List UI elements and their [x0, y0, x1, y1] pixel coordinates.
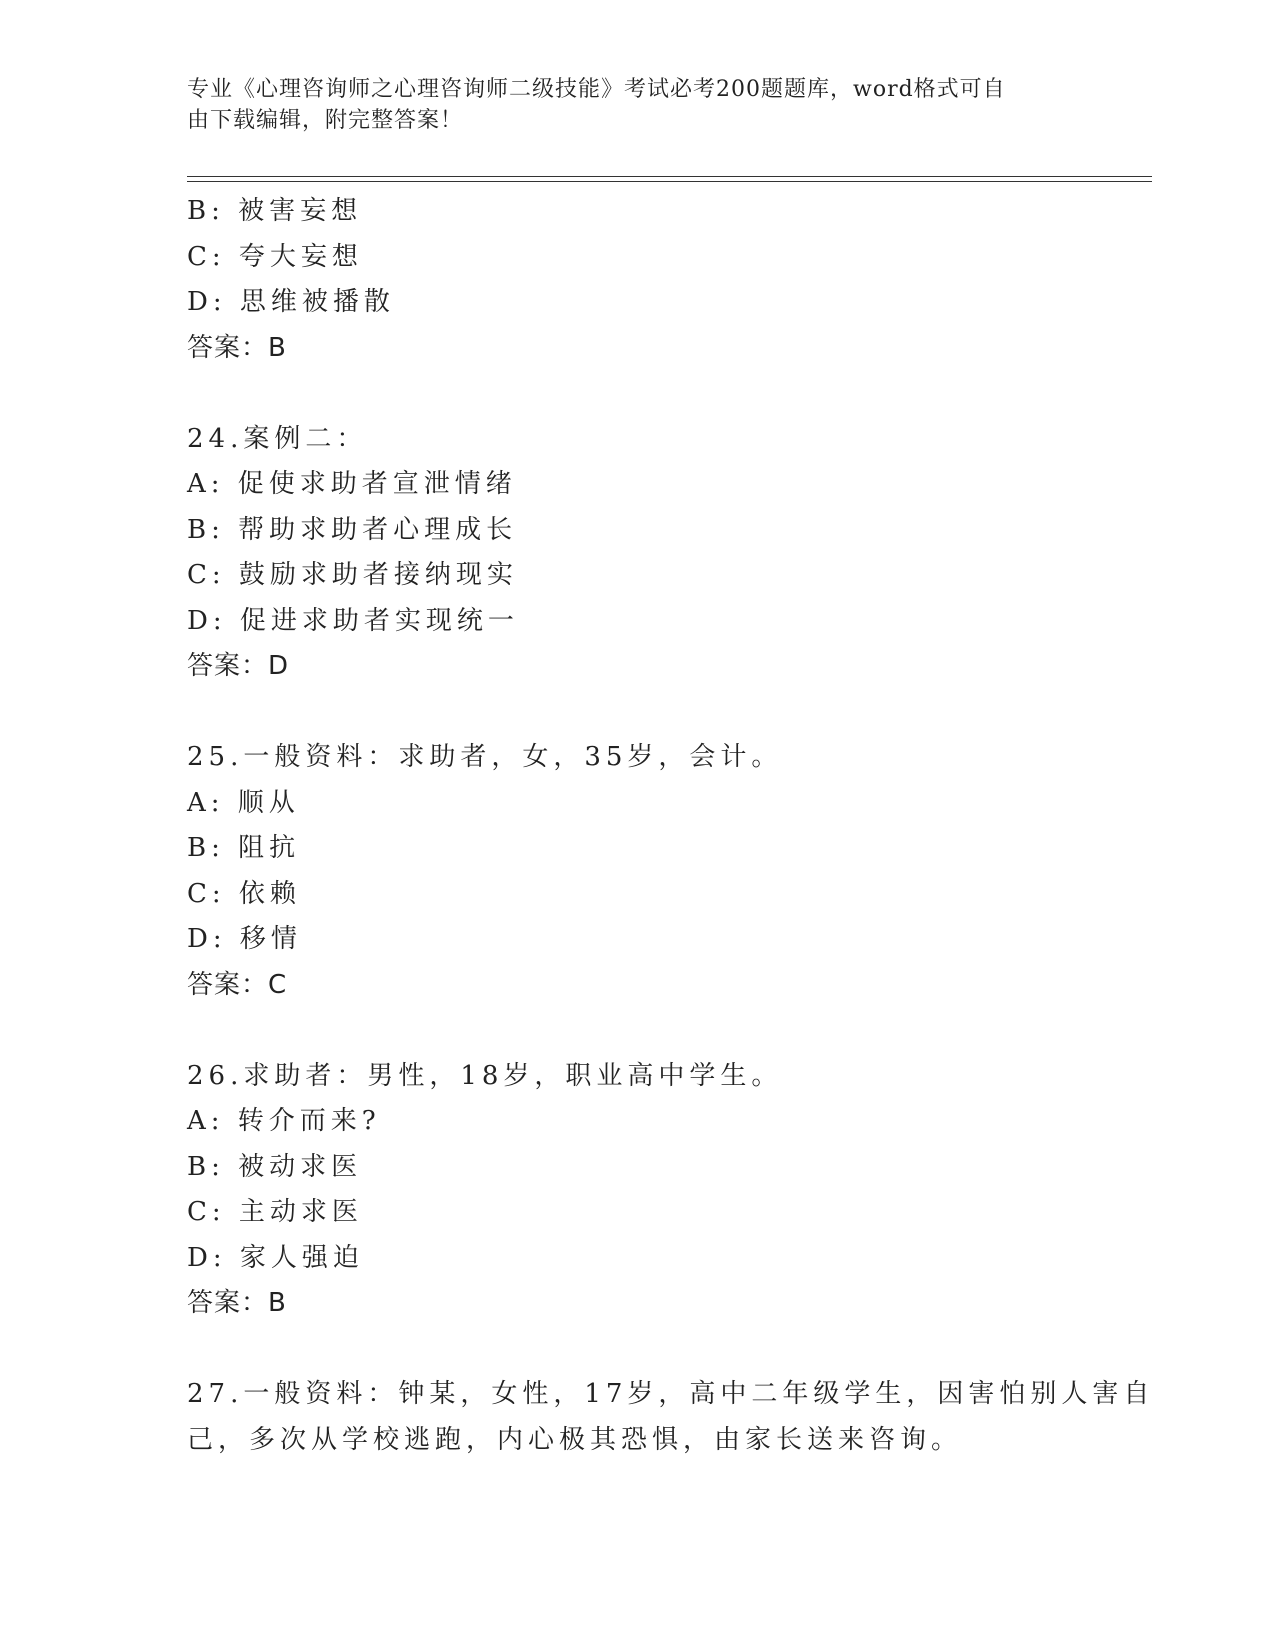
option-d: D: 家人强迫 [187, 1242, 364, 1273]
option-a: A: 顺从 [187, 787, 300, 818]
spacer [187, 1008, 1147, 1054]
answer: 答案：C [187, 969, 288, 1000]
question-stem: 25.一般资料：求助者，女，35岁，会计。 [187, 742, 783, 772]
option-a: A: 促使求助者宣泄情绪 [187, 469, 517, 499]
spacer [187, 690, 1147, 736]
header-rule-bottom [187, 181, 1152, 182]
option-d: D: 移情 [187, 924, 302, 954]
question-stem-line-2: 己，多次从学校逃跑，内心极其恐惧，由家长送来咨询。 [187, 1424, 963, 1455]
option-c: C: 主动求医 [187, 1197, 363, 1227]
option-b: B: 被动求医 [187, 1151, 363, 1182]
document-header [187, 74, 1087, 136]
answer: 答案：D [187, 651, 290, 681]
option-a: A: 转介而来? [187, 1106, 381, 1136]
question-27 [187, 1372, 1155, 1463]
question-stem: 26.求助者：男性，18岁，职业高中学生。 [187, 1060, 783, 1091]
question-26 [187, 1054, 1147, 1327]
header-line-2: 由下载编辑，附完整答案！ [187, 108, 464, 133]
option-d: D: 思维被播散 [187, 287, 395, 317]
option-c: C: 依赖 [187, 878, 301, 909]
option-b: B: 帮助求助者心理成长 [187, 514, 518, 545]
question-stem: 24.案例二： [187, 423, 368, 454]
option-c: C: 鼓励求助者接纳现实 [187, 560, 518, 590]
answer: 答案：B [187, 332, 287, 363]
header-rule-top [187, 176, 1152, 177]
question-25 [187, 735, 1147, 1008]
question-23 [187, 189, 1147, 371]
question-list [187, 189, 1155, 1463]
question-24 [187, 417, 1147, 690]
answer: 答案：B [187, 1288, 287, 1318]
option-b: B: 被害妄想 [187, 196, 363, 226]
header-line-1: 专业《心理咨询师之心理咨询师二级技能》考试必考200题题库，word格式可自 [187, 77, 1006, 102]
option-b: B: 阻抗 [187, 833, 301, 863]
option-c: C: 夸大妄想 [187, 241, 363, 272]
option-d: D: 促进求助者实现统一 [187, 605, 519, 636]
spacer [187, 371, 1147, 417]
spacer [187, 1327, 1147, 1373]
question-stem-line-1: 27.一般资料：钟某，女性，17岁，高中二年级学生，因害怕别人害自 [187, 1379, 1155, 1409]
